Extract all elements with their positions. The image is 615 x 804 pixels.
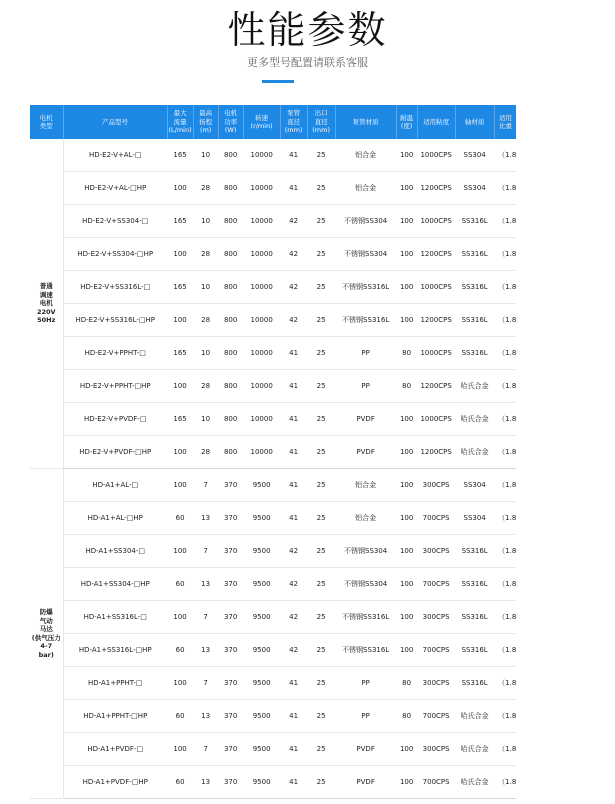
cell-speed: 9500 [243,469,280,502]
cell-outlet-dia: 25 [307,700,335,733]
cell-ratio: （1.8 [494,700,516,733]
cell-pump-material: PVDF [335,436,396,469]
cell-outlet-dia: 25 [307,238,335,271]
cell-flow: 60 [167,634,193,667]
cell-outlet-dia: 25 [307,436,335,469]
cell-ratio: （1.8 [494,733,516,766]
cell-temp: 80 [396,700,417,733]
table-row [30,568,516,601]
cell-viscosity: 700CPS [417,634,455,667]
cell-model: HD-E2-V+PPHT-□ [63,337,167,370]
cell-head: 28 [193,436,218,469]
cell-model: HD-E2-V+SS304-□HP [63,238,167,271]
cell-shaft-material: SS304 [455,469,494,502]
cell-model: HD-A1+PPHT-□HP [63,700,167,733]
cell-ratio: （1.8 [494,337,516,370]
cell-outlet-dia: 25 [307,469,335,502]
cell-temp: 100 [396,436,417,469]
cell-outlet-dia: 25 [307,535,335,568]
cell-model: HD-A1+PPHT-□ [63,667,167,700]
cell-power: 800 [218,139,243,172]
cell-tube-dia: 41 [280,139,307,172]
table-row [30,700,516,733]
cell-speed: 10000 [243,370,280,403]
table-row [30,337,516,370]
cell-flow: 100 [167,667,193,700]
cell-flow: 100 [167,304,193,337]
cell-power: 370 [218,766,243,799]
cell-model: HD-E2-V+AL-□HP [63,172,167,205]
column-header-viscosity: 适用粘度 [417,105,455,139]
cell-outlet-dia: 25 [307,370,335,403]
column-header-shaft_material: 轴材质 [455,105,494,139]
cell-tube-dia: 42 [280,271,307,304]
cell-head: 10 [193,337,218,370]
cell-flow: 165 [167,403,193,436]
cell-pump-material: 铝合金 [335,172,396,205]
cell-tube-dia: 41 [280,766,307,799]
cell-ratio: （1.8 [494,568,516,601]
cell-power: 800 [218,238,243,271]
cell-pump-material: PVDF [335,403,396,436]
cell-model: HD-E2-V+SS316L-□HP [63,304,167,337]
cell-head: 7 [193,601,218,634]
column-header-pump_material: 泵管材质 [335,105,396,139]
cell-power: 370 [218,568,243,601]
cell-outlet-dia: 25 [307,172,335,205]
cell-viscosity: 1000CPS [417,139,455,172]
cell-speed: 9500 [243,733,280,766]
cell-tube-dia: 41 [280,403,307,436]
cell-outlet-dia: 25 [307,139,335,172]
cell-tube-dia: 41 [280,469,307,502]
column-header-tube_dia: 泵管 直径 (mm) [280,105,307,139]
table-row [30,667,516,700]
cell-pump-material: PP [335,700,396,733]
cell-shaft-material: SS316L [455,568,494,601]
table-row [30,469,516,502]
cell-model: HD-A1+SS316L-□ [63,601,167,634]
cell-head: 10 [193,271,218,304]
cell-head: 13 [193,766,218,799]
cell-ratio: （1.8 [494,667,516,700]
table-row [30,535,516,568]
cell-viscosity: 1000CPS [417,205,455,238]
cell-viscosity: 1000CPS [417,271,455,304]
column-header-ratio: 适用 比重 [494,105,516,139]
cell-power: 370 [218,700,243,733]
cell-outlet-dia: 25 [307,766,335,799]
cell-flow: 100 [167,370,193,403]
table-row [30,271,516,304]
cell-tube-dia: 42 [280,601,307,634]
cell-tube-dia: 41 [280,502,307,535]
cell-tube-dia: 42 [280,568,307,601]
cell-model: HD-A1+SS316L-□HP [63,634,167,667]
cell-flow: 60 [167,502,193,535]
cell-model: HD-A1+SS304-□HP [63,568,167,601]
cell-temp: 100 [396,733,417,766]
cell-shaft-material: SS316L [455,634,494,667]
cell-head: 10 [193,205,218,238]
page-title: 性能参数 [227,8,388,52]
cell-outlet-dia: 25 [307,337,335,370]
cell-shaft-material: 哈氏合金 [455,436,494,469]
table-row [30,502,516,535]
cell-power: 800 [218,172,243,205]
cell-flow: 165 [167,337,193,370]
cell-viscosity: 300CPS [417,667,455,700]
cell-pump-material: 不锈钢SS304 [335,535,396,568]
cell-shaft-material: 哈氏合金 [455,766,494,799]
cell-pump-material: 不锈钢SS304 [335,205,396,238]
column-header-flow: 最大 流量 (L/min) [167,105,193,139]
cell-shaft-material: 哈氏合金 [455,370,494,403]
cell-viscosity: 700CPS [417,766,455,799]
cell-viscosity: 1200CPS [417,370,455,403]
cell-shaft-material: SS316L [455,667,494,700]
cell-pump-material: 不锈钢SS316L [335,271,396,304]
cell-head: 13 [193,700,218,733]
cell-tube-dia: 42 [280,535,307,568]
cell-viscosity: 1200CPS [417,436,455,469]
cell-viscosity: 1000CPS [417,403,455,436]
cell-ratio: （1.8 [494,469,516,502]
table-row [30,634,516,667]
cell-shaft-material: SS304 [455,172,494,205]
cell-temp: 100 [396,172,417,205]
cell-ratio: （1.8 [494,205,516,238]
cell-head: 28 [193,304,218,337]
cell-temp: 100 [396,304,417,337]
cell-pump-material: 不锈钢SS316L [335,304,396,337]
cell-pump-material: 不锈钢SS316L [335,634,396,667]
cell-head: 13 [193,634,218,667]
cell-speed: 9500 [243,502,280,535]
cell-power: 800 [218,370,243,403]
table-row [30,139,516,172]
column-header-head: 最高 扬程 (m) [193,105,218,139]
cell-pump-material: 铝合金 [335,502,396,535]
cell-temp: 100 [396,271,417,304]
cell-head: 10 [193,139,218,172]
column-header-model: 产品型号 [63,105,167,139]
cell-head: 28 [193,238,218,271]
cell-power: 800 [218,304,243,337]
cell-ratio: （1.8 [494,502,516,535]
cell-tube-dia: 41 [280,370,307,403]
cell-speed: 10000 [243,205,280,238]
cell-outlet-dia: 25 [307,634,335,667]
cell-head: 7 [193,469,218,502]
cell-shaft-material: SS304 [455,139,494,172]
cell-pump-material: PVDF [335,766,396,799]
cell-ratio: （1.8 [494,139,516,172]
cell-head: 10 [193,403,218,436]
cell-tube-dia: 42 [280,634,307,667]
cell-model: HD-E2-V+PVDF-□ [63,403,167,436]
cell-head: 28 [193,172,218,205]
table-row [30,172,516,205]
cell-shaft-material: SS304 [455,502,494,535]
cell-outlet-dia: 25 [307,271,335,304]
cell-shaft-material: SS316L [455,205,494,238]
cell-model: HD-A1+PVDF-□HP [63,766,167,799]
cell-outlet-dia: 25 [307,205,335,238]
cell-pump-material: 不锈钢SS304 [335,238,396,271]
cell-ratio: （1.8 [494,238,516,271]
cell-tube-dia: 42 [280,205,307,238]
cell-pump-material: PVDF [335,733,396,766]
cell-flow: 100 [167,601,193,634]
table-row [30,403,516,436]
cell-shaft-material: SS316L [455,337,494,370]
cell-speed: 10000 [243,403,280,436]
table-row [30,304,516,337]
cell-ratio: （1.8 [494,271,516,304]
table-row [30,238,516,271]
cell-power: 370 [218,601,243,634]
cell-outlet-dia: 25 [307,733,335,766]
cell-ratio: （1.8 [494,766,516,799]
column-header-speed: 转速 (r/min) [243,105,280,139]
cell-shaft-material: SS316L [455,238,494,271]
cell-power: 800 [218,403,243,436]
cell-ratio: （1.8 [494,436,516,469]
table-row [30,436,516,469]
cell-tube-dia: 41 [280,436,307,469]
cell-speed: 10000 [243,172,280,205]
cell-tube-dia: 41 [280,172,307,205]
cell-shaft-material: SS316L [455,304,494,337]
cell-power: 370 [218,733,243,766]
cell-power: 800 [218,271,243,304]
cell-temp: 80 [396,667,417,700]
motor-type-label: 防爆 气动 马达 (供气压力 4-7 bar) [30,469,63,799]
cell-outlet-dia: 25 [307,601,335,634]
cell-flow: 60 [167,700,193,733]
cell-temp: 80 [396,337,417,370]
cell-ratio: （1.8 [494,370,516,403]
page-subtitle: 更多型号配置请联系客服 [247,56,368,69]
cell-viscosity: 1200CPS [417,238,455,271]
cell-pump-material: 铝合金 [335,469,396,502]
cell-flow: 100 [167,535,193,568]
cell-temp: 100 [396,634,417,667]
cell-outlet-dia: 25 [307,568,335,601]
cell-temp: 80 [396,370,417,403]
cell-tube-dia: 41 [280,337,307,370]
cell-speed: 9500 [243,535,280,568]
cell-power: 370 [218,634,243,667]
cell-flow: 100 [167,733,193,766]
cell-speed: 10000 [243,271,280,304]
cell-ratio: （1.8 [494,601,516,634]
cell-flow: 165 [167,205,193,238]
cell-pump-material: 不锈钢SS316L [335,601,396,634]
cell-power: 800 [218,205,243,238]
cell-viscosity: 300CPS [417,601,455,634]
cell-speed: 9500 [243,700,280,733]
cell-viscosity: 300CPS [417,733,455,766]
cell-temp: 100 [396,766,417,799]
cell-model: HD-A1+PVDF-□ [63,733,167,766]
cell-flow: 100 [167,436,193,469]
cell-model: HD-E2-V+AL-□ [63,139,167,172]
cell-model: HD-A1+AL-□ [63,469,167,502]
cell-temp: 100 [396,469,417,502]
cell-flow: 60 [167,568,193,601]
cell-temp: 100 [396,535,417,568]
cell-head: 7 [193,667,218,700]
cell-viscosity: 1200CPS [417,304,455,337]
cell-flow: 100 [167,469,193,502]
cell-pump-material: PP [335,370,396,403]
cell-viscosity: 300CPS [417,469,455,502]
cell-temp: 100 [396,601,417,634]
cell-power: 370 [218,502,243,535]
table-row [30,601,516,634]
cell-model: HD-A1+AL-□HP [63,502,167,535]
cell-model: HD-E2-V+SS316L-□ [63,271,167,304]
table-body [30,139,516,799]
cell-power: 800 [218,436,243,469]
cell-temp: 100 [396,139,417,172]
cell-model: HD-E2-V+SS304-□ [63,205,167,238]
cell-outlet-dia: 25 [307,304,335,337]
cell-viscosity: 700CPS [417,502,455,535]
cell-power: 370 [218,469,243,502]
cell-ratio: （1.8 [494,535,516,568]
cell-speed: 10000 [243,139,280,172]
cell-model: HD-E2-V+PVDF-□HP [63,436,167,469]
cell-pump-material: PP [335,667,396,700]
cell-speed: 9500 [243,766,280,799]
cell-power: 800 [218,337,243,370]
cell-speed: 10000 [243,304,280,337]
cell-flow: 100 [167,238,193,271]
cell-ratio: （1.8 [494,304,516,337]
cell-tube-dia: 41 [280,667,307,700]
cell-speed: 9500 [243,568,280,601]
cell-outlet-dia: 25 [307,502,335,535]
cell-viscosity: 1200CPS [417,172,455,205]
cell-head: 13 [193,568,218,601]
column-header-type: 电机 类型 [30,105,63,139]
cell-shaft-material: SS316L [455,271,494,304]
cell-speed: 10000 [243,436,280,469]
cell-flow: 60 [167,766,193,799]
cell-power: 370 [218,535,243,568]
cell-temp: 100 [396,205,417,238]
cell-ratio: （1.8 [494,403,516,436]
table-header-row [30,105,516,139]
cell-head: 13 [193,502,218,535]
cell-shaft-material: SS316L [455,535,494,568]
cell-temp: 100 [396,403,417,436]
cell-flow: 165 [167,271,193,304]
cell-head: 7 [193,535,218,568]
cell-tube-dia: 41 [280,700,307,733]
table-row [30,766,516,799]
cell-flow: 165 [167,139,193,172]
cell-pump-material: PP [335,337,396,370]
table-row [30,733,516,766]
cell-viscosity: 700CPS [417,568,455,601]
cell-ratio: （1.8 [494,634,516,667]
cell-pump-material: 铝合金 [335,139,396,172]
spec-table [30,105,516,799]
cell-tube-dia: 42 [280,304,307,337]
cell-flow: 100 [167,172,193,205]
cell-speed: 9500 [243,634,280,667]
cell-head: 28 [193,370,218,403]
cell-temp: 100 [396,502,417,535]
cell-speed: 10000 [243,238,280,271]
cell-speed: 10000 [243,337,280,370]
motor-type-label: 普通 调速 电机 220V 50Hz [30,139,63,469]
cell-power: 370 [218,667,243,700]
cell-outlet-dia: 25 [307,667,335,700]
cell-pump-material: 不锈钢SS304 [335,568,396,601]
table-row [30,370,516,403]
cell-outlet-dia: 25 [307,403,335,436]
cell-shaft-material: 哈氏合金 [455,403,494,436]
column-header-temp: 耐温 (度) [396,105,417,139]
cell-viscosity: 1000CPS [417,337,455,370]
cell-model: HD-A1+SS304-□ [63,535,167,568]
cell-viscosity: 300CPS [417,535,455,568]
title-accent-bar [262,80,294,83]
cell-speed: 9500 [243,667,280,700]
cell-speed: 9500 [243,601,280,634]
cell-viscosity: 700CPS [417,700,455,733]
cell-tube-dia: 41 [280,733,307,766]
column-header-outlet_dia: 出口 直径 (mm) [307,105,335,139]
table-row [30,205,516,238]
cell-head: 7 [193,733,218,766]
cell-model: HD-E2-V+PPHT-□HP [63,370,167,403]
column-header-power: 电机 功率 (W) [218,105,243,139]
cell-temp: 100 [396,568,417,601]
cell-shaft-material: 哈氏合金 [455,733,494,766]
cell-shaft-material: 哈氏合金 [455,700,494,733]
cell-ratio: （1.8 [494,172,516,205]
cell-temp: 100 [396,238,417,271]
cell-tube-dia: 42 [280,238,307,271]
cell-shaft-material: SS316L [455,601,494,634]
